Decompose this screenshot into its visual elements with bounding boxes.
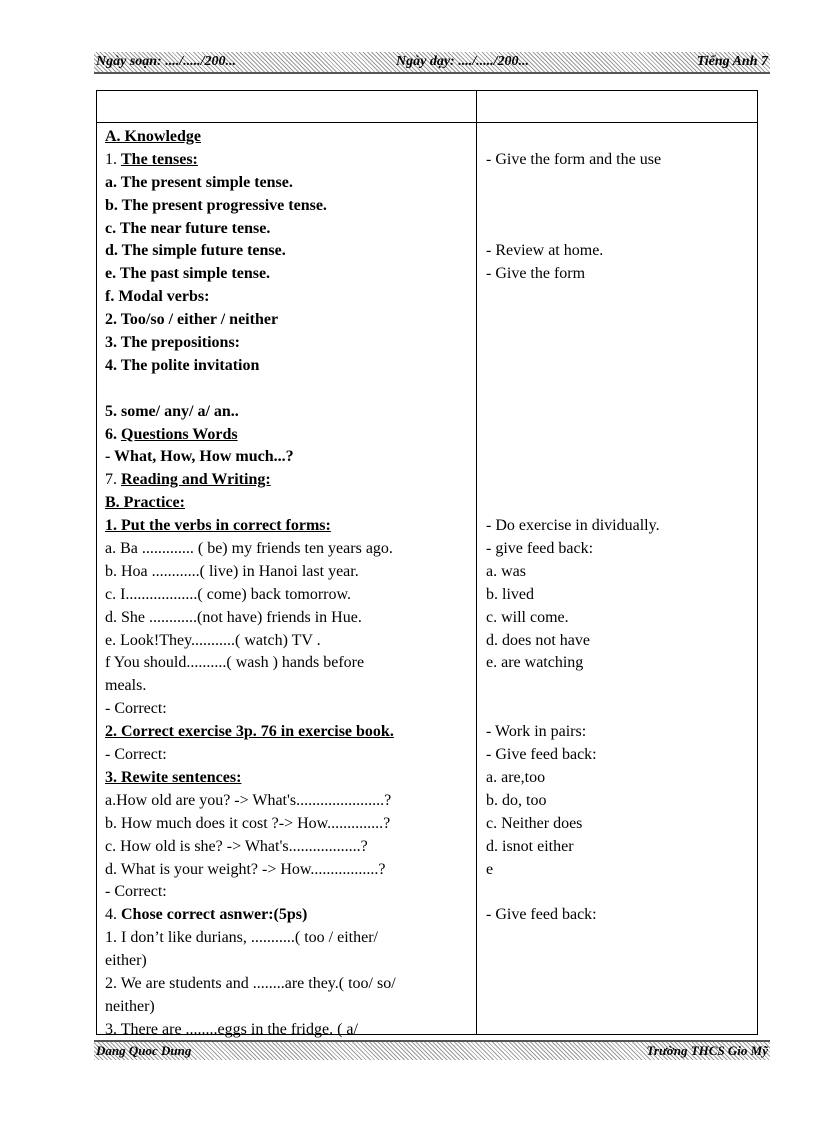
content-line bbox=[105, 767, 471, 790]
teaching-date: Ngày dạy: ..../...../200... bbox=[396, 54, 529, 69]
content-text: B. Practice: bbox=[105, 494, 185, 512]
activity-line: - give feed back: bbox=[486, 540, 594, 558]
content-text: 2. Too/so / either / neither bbox=[105, 311, 279, 329]
activity-line: e bbox=[486, 860, 494, 878]
content-text: b. How much does it cost ?-> How..............? bbox=[105, 814, 391, 832]
activity-line bbox=[486, 492, 754, 515]
activity-line: e. are watching bbox=[486, 654, 584, 672]
activity-line: b. lived bbox=[486, 585, 534, 603]
content-text: - What, How, How much...? bbox=[105, 448, 294, 466]
activity-line: a. was bbox=[486, 562, 526, 580]
content-line bbox=[105, 836, 471, 859]
content-line bbox=[105, 195, 471, 218]
activity-column bbox=[486, 126, 754, 927]
content-line bbox=[105, 607, 471, 630]
lesson-table bbox=[96, 90, 758, 1038]
activity-line bbox=[486, 286, 754, 309]
content-text: - Correct: bbox=[105, 746, 167, 764]
activity-line bbox=[486, 355, 754, 378]
content-text: either) bbox=[105, 952, 147, 970]
content-line bbox=[105, 240, 471, 263]
activity-line: c. will come. bbox=[486, 608, 569, 626]
activity-line: - Give feed back: bbox=[486, 906, 597, 924]
activity-line: - Do exercise in dividually. bbox=[486, 517, 660, 535]
content-line bbox=[105, 813, 471, 836]
content-text: 5. some/ any/ a/ an.. bbox=[105, 402, 239, 420]
content-line bbox=[105, 446, 471, 469]
content-line bbox=[105, 286, 471, 309]
content-line bbox=[105, 469, 471, 492]
content-line bbox=[105, 218, 471, 241]
content-text: c. How old is she? -> What's..................? bbox=[105, 837, 368, 855]
activity-line bbox=[486, 309, 754, 332]
content-text: 4. The polite invitation bbox=[105, 356, 260, 374]
author-name: Dang Quoc Dung bbox=[96, 1043, 192, 1058]
content-line bbox=[105, 538, 471, 561]
content-line bbox=[105, 698, 471, 721]
content-line bbox=[105, 332, 471, 355]
activity-line: c. Neither does bbox=[486, 814, 583, 832]
school-name: Trường THCS Gio Mỹ bbox=[646, 1043, 768, 1058]
content-text: a.How old are you? -> What's......................? bbox=[105, 791, 392, 809]
content-line bbox=[105, 675, 471, 698]
content-line bbox=[105, 973, 471, 996]
content-line bbox=[105, 904, 471, 927]
content-text: f. Modal verbs: bbox=[105, 288, 210, 306]
content-line bbox=[105, 950, 471, 973]
activity-line bbox=[486, 698, 754, 721]
content-text: Questions Words bbox=[121, 425, 238, 443]
activity-line bbox=[486, 126, 754, 149]
content-text: 2. We are students and ........are they.( too/ so/ bbox=[105, 974, 396, 992]
content-line bbox=[105, 172, 471, 195]
activity-line: d. does not have bbox=[486, 631, 590, 649]
content-line bbox=[105, 630, 471, 653]
content-line bbox=[105, 492, 471, 515]
content-column bbox=[105, 126, 471, 1042]
activity-line: - Give feed back: bbox=[486, 746, 597, 764]
activity-line: b. do, too bbox=[486, 791, 547, 809]
content-text: 7. bbox=[105, 471, 121, 489]
content-text: a. Ba ............. ( be) my friends ten years ago. bbox=[105, 540, 393, 558]
content-text: 1. Put the verbs in correct forms: bbox=[105, 517, 331, 535]
activity-line: a. are,too bbox=[486, 768, 546, 786]
content-text: 1. I don’t like durians, ...........( too / either/ bbox=[105, 929, 378, 947]
content-text: b. The present progressive tense. bbox=[105, 196, 327, 214]
content-line bbox=[105, 859, 471, 882]
activity-line: d. isnot either bbox=[486, 837, 574, 855]
content-text: b. Hoa ............( live) in Hanoi last year. bbox=[105, 562, 359, 580]
content-line bbox=[105, 927, 471, 950]
content-line bbox=[105, 584, 471, 607]
content-line bbox=[105, 355, 471, 378]
content-text: c. I..................( come) back tomorrow. bbox=[105, 585, 351, 603]
content-text: c. The near future tense. bbox=[105, 219, 271, 237]
activity-line: - Work in pairs: bbox=[486, 723, 587, 741]
content-text: d. The simple future tense. bbox=[105, 242, 286, 260]
content-line bbox=[105, 881, 471, 904]
content-line bbox=[105, 263, 471, 286]
content-text: 3. The prepositions: bbox=[105, 334, 240, 352]
activity-line bbox=[486, 446, 754, 469]
content-text: 3. Rewite sentences: bbox=[105, 768, 242, 786]
activity-line bbox=[486, 218, 754, 241]
activity-line bbox=[486, 332, 754, 355]
content-line bbox=[105, 424, 471, 447]
content-text: 1. bbox=[105, 150, 121, 168]
activity-line bbox=[486, 195, 754, 218]
content-text: Chose correct asnwer:(5ps) bbox=[121, 906, 308, 924]
content-line bbox=[105, 515, 471, 538]
content-text: meals. bbox=[105, 677, 147, 695]
content-text: neither) bbox=[105, 997, 155, 1015]
content-line bbox=[105, 401, 471, 424]
content-line bbox=[105, 1019, 471, 1042]
content-text: 2. Correct exercise 3p. 76 in exercise book. bbox=[105, 723, 394, 741]
activity-line: - Give the form bbox=[486, 265, 586, 283]
page-header bbox=[94, 52, 770, 74]
content-text: - Correct: bbox=[105, 700, 167, 718]
content-text: d. What is your weight? -> How.................? bbox=[105, 860, 386, 878]
activity-line bbox=[486, 675, 754, 698]
content-line bbox=[105, 721, 471, 744]
activity-line bbox=[486, 424, 754, 447]
activity-line bbox=[486, 469, 754, 492]
content-line bbox=[105, 744, 471, 767]
header-row-divider bbox=[97, 122, 757, 123]
activity-line bbox=[486, 881, 754, 904]
activity-line: - Review at home. bbox=[486, 242, 604, 260]
content-line bbox=[105, 652, 471, 675]
content-text: A. Knowledge bbox=[105, 128, 201, 145]
content-line bbox=[105, 561, 471, 584]
content-text: Reading and Writing: bbox=[121, 471, 271, 489]
content-line bbox=[105, 309, 471, 332]
content-text: f You should..........( wash ) hands before bbox=[105, 654, 365, 672]
content-line bbox=[105, 996, 471, 1019]
content-text: a. The present simple tense. bbox=[105, 173, 293, 191]
content-line bbox=[105, 126, 471, 149]
content-line bbox=[105, 378, 471, 401]
content-text: - Correct: bbox=[105, 883, 167, 901]
content-line bbox=[105, 790, 471, 813]
content-text: 4. bbox=[105, 906, 121, 924]
content-text: e. Look!They...........( watch) TV . bbox=[105, 631, 321, 649]
activity-line bbox=[486, 172, 754, 195]
content-line bbox=[105, 149, 471, 172]
content-text: 3. There are ........eggs in the fridge. ( a/ bbox=[105, 1020, 358, 1038]
preparation-date: Ngày soạn: ..../...../200... bbox=[96, 54, 236, 69]
activity-line: - Give the form and the use bbox=[486, 150, 662, 168]
content-text: The tenses: bbox=[121, 150, 198, 168]
subject-title: Tiếng Anh 7 bbox=[696, 54, 768, 69]
activity-line bbox=[486, 378, 754, 401]
content-text: d. She ............(not have) friends in Hue. bbox=[105, 608, 362, 626]
activity-line bbox=[486, 401, 754, 424]
column-divider bbox=[476, 91, 477, 1034]
content-text: 6. bbox=[105, 425, 121, 443]
page-footer bbox=[94, 1040, 770, 1060]
content-text: e. The past simple tense. bbox=[105, 265, 271, 283]
